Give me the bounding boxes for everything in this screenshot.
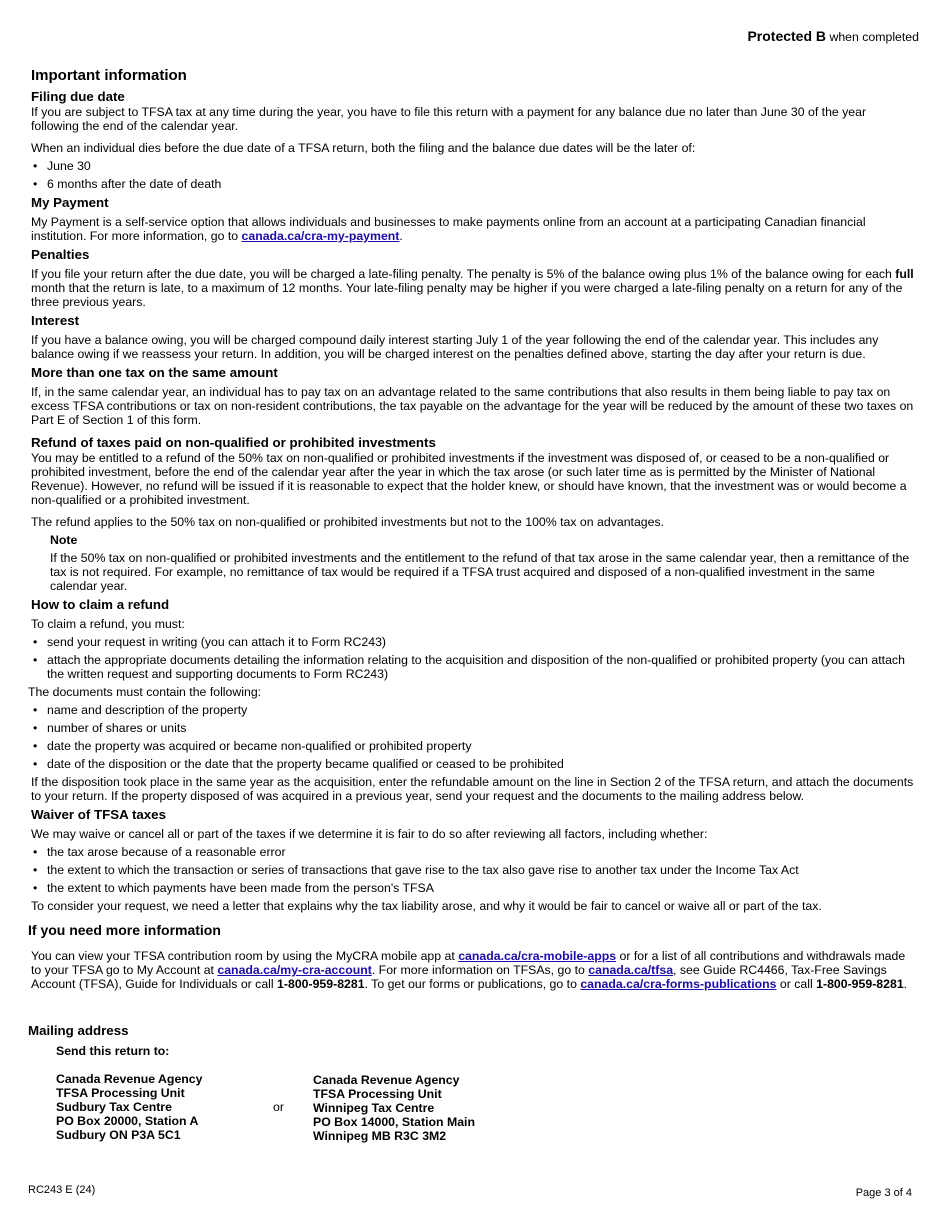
list-item: • date the property was acquired or became non-qualified or prohibited property [31, 739, 916, 753]
waiver-closing: To consider your request, we need a letter that explains why the tax liability arose, and why it would be fair to cancel or waive all or part of the tax. [31, 899, 822, 913]
claim-heading: How to claim a refund [31, 597, 170, 612]
sudbury-address: Canada Revenue Agency TFSA Processing Unit Sudbury Tax Centre PO Box 20000, Station A Sudbury ON P3A 5C1 [56, 1072, 203, 1142]
list-item: • the extent to which payments have been made from the person's TFSA [31, 881, 916, 895]
list-item: • 6 months after the date of death [31, 177, 916, 191]
more-info-heading: If you need more information [28, 922, 221, 938]
winnipeg-address: Canada Revenue Agency TFSA Processing Unit Winnipeg Tax Centre PO Box 14000, Station Main Winnipeg MB R3C 3M2 [313, 1073, 475, 1143]
note-text: If the 50% tax on non-qualified or prohibited investments and the entitlement to the refund of that tax arose in the same calendar year, then a remittance of the tax is not required. For example, no remittance of tax would be required if a TFSA trust acquired and disposed of a non-qualified investment in the same calendar year. [50, 551, 910, 593]
list-item: • send your request in writing (you can attach it to Form RC243) [31, 635, 916, 649]
note-heading: Note [50, 533, 78, 547]
protected-b-label: Protected B when completed [747, 28, 919, 44]
important-information-section [28, 67, 916, 991]
note-box [50, 533, 916, 593]
filing-heading: Filing due date [31, 89, 125, 104]
list-item: • the tax arose because of a reasonable error [31, 845, 916, 859]
claim-bullets [31, 635, 916, 681]
form-id: RC243 E (24) [28, 1184, 96, 1196]
interest-text: If you have a balance owing, you will be charged compound daily interest starting July 1 of the year following the end of the calendar year. This includes any balance owing if we reassess your return. In addition, you will be charged interest on the penalties defined above, starting the day after your return is due. [31, 333, 879, 361]
more-tax-heading: More than one tax on the same amount [31, 365, 278, 380]
more-info-text: You can view your TFSA contribution room by using the MyCRA mobile app at canada.ca/cra-mobile-apps or for a list of all contributions and withdrawals made to your TFSA go to My Account at canada.ca/my-cra-account. For more information on TFSAs, go to canada.ca/tfsa, see Guide RC4466, Tax-Free Savings Account (TFSA), Guide for Individuals or call 1-800-959-8281. To get our forms or publications, go to canada.ca/cra-forms-publications or call 1-800-959-8281. [31, 949, 908, 991]
mailing-heading: Mailing address [28, 1023, 129, 1038]
section-title: Important information [31, 67, 187, 84]
filing-bullets [31, 159, 916, 191]
list-item: • June 30 [31, 159, 916, 173]
document-bullets [31, 703, 916, 771]
refund-applies-text: The refund applies to the 50% tax on non-qualified or prohibited investments but not to the 100% tax on advantages. [31, 515, 665, 529]
mypayment-heading: My Payment [31, 195, 109, 210]
mobile-apps-link[interactable]: canada.ca/cra-mobile-apps [458, 949, 617, 963]
or-label: or [273, 1100, 284, 1114]
waiver-bullets [31, 845, 916, 895]
refund-heading: Refund of taxes paid on non-qualified or prohibited investments [31, 435, 436, 450]
waiver-intro: We may waive or cancel all or part of the taxes if we determine it is fair to do so after reviewing all factors, including whether: [31, 827, 708, 841]
filing-text: If you are subject to TFSA tax at any time during the year, you have to file this return with a payment for any balance due no later than June 30 of the year following the end of the calendar year. [31, 105, 867, 133]
forms-publications-link[interactable]: canada.ca/cra-forms-publications [580, 977, 777, 991]
list-item: • attach the appropriate documents detailing the information relating to the acquisition and disposition of the non-qualified or prohibited property (you can attach the written request and supporting documents to Form RC243) [31, 653, 916, 681]
my-payment-link[interactable]: canada.ca/cra-my-payment [241, 229, 400, 243]
documents-intro: The documents must contain the following: [28, 685, 262, 699]
my-account-link[interactable]: canada.ca/my-cra-account [217, 963, 372, 977]
mypayment-text: My Payment is a self-service option that allows individuals and businesses to make payments online from an account at a participating Canadian financial institution. For more information, go to canada.ca/cra-my-payment. [31, 215, 866, 243]
more-tax-text: If, in the same calendar year, an individual has to pay tax on an advantage related to the same contributions that also results in them being liable to pay tax on excess TFSA contributions or tax on non-resident contributions, the tax payable on the advantage for the year will be reduced by the amount of these two taxes on Part E of Section 1 of this form. [31, 385, 914, 427]
page-number: Page 3 of 4 [855, 1187, 912, 1199]
claim-intro: To claim a refund, you must: [31, 617, 185, 631]
list-item: • the extent to which the transaction or series of transactions that gave rise to the tax also gave rise to another tax under the Income Tax Act [31, 863, 916, 877]
penalties-text: If you file your return after the due date, you will be charged a late-filing penalty. The penalty is 5% of the balance owing plus 1% of the balance owing for each full month that the return is late, to a maximum of 12 months. Your late-filing penalty may be higher if you were charged a late-filing penalty on a return for any of the three previous years. [31, 267, 914, 309]
list-item: • number of shares or units [31, 721, 916, 735]
send-to-label: Send this return to: [56, 1044, 170, 1058]
list-item: • name and description of the property [31, 703, 916, 717]
list-item: • date of the disposition or the date that the property became qualified or ceased to be prohibited [31, 757, 916, 771]
interest-heading: Interest [31, 313, 80, 328]
claim-closing: If the disposition took place in the same year as the acquisition, enter the refundable amount on the line in Section 2 of the TFSA return, and attach the documents to your return. If the property disposed of was acquired in a previous year, send your request and the documents to the mailing address below. [31, 775, 914, 803]
penalties-heading: Penalties [31, 247, 90, 262]
waiver-heading: Waiver of TFSA taxes [31, 807, 166, 822]
refund-text: You may be entitled to a refund of the 50% tax on non-qualified or prohibited investments if the investment was disposed of, or ceased to be a non-qualified or prohibited investment, before the end of the calendar year after the year in which the tax arose (or such later time as is permitted by the Minister of National Revenue). However, no refund will be issued if it is reasonable to expect that the holder knew, or should have known, that the investment was or would become a non-qualified or a prohibited investment. [31, 451, 907, 507]
filing-death-text: When an individual dies before the due date of a TFSA return, both the filing and the balance due dates will be the later of: [31, 141, 696, 155]
tfsa-link[interactable]: canada.ca/tfsa [588, 963, 674, 977]
